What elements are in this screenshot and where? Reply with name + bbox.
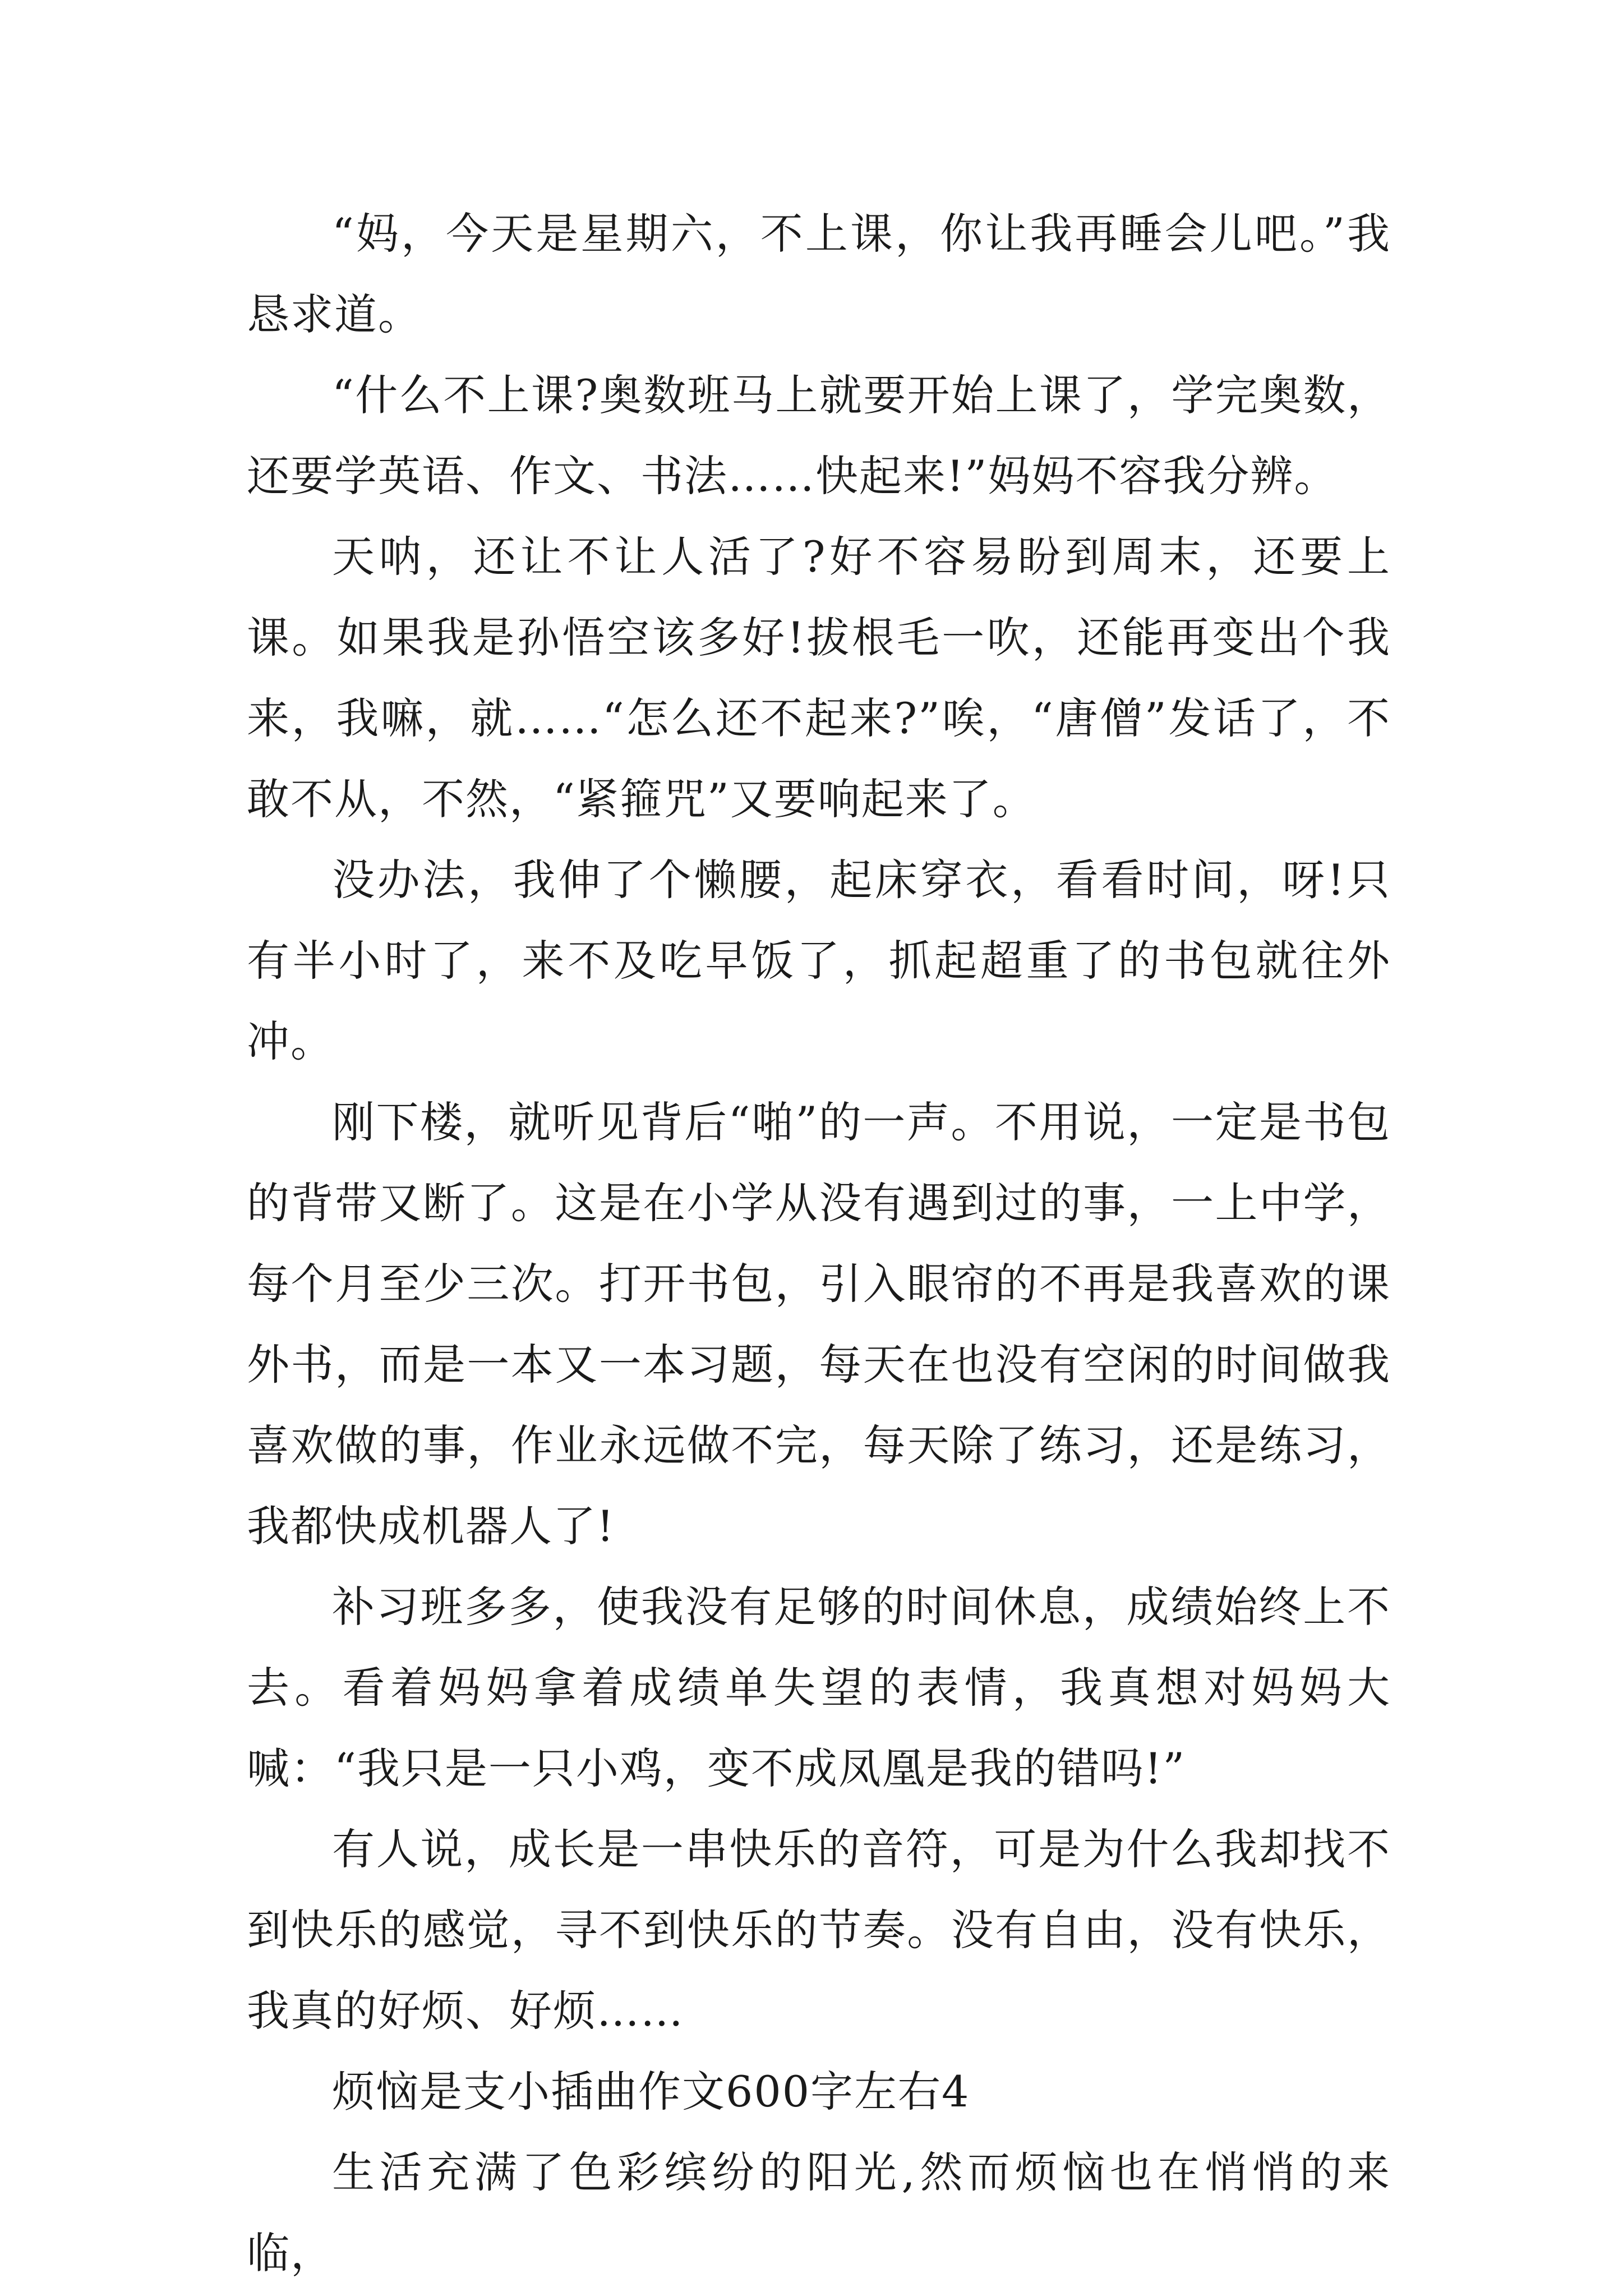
paragraph: 没办法，我伸了个懒腰，起床穿衣，看看时间，呀!只有半小时了，来不及吃早饭了，抓起超重了的书包就往外冲。 [247,855,1391,1066]
paragraph: 补习班多多，使我没有足够的时间休息，成绩始终上不去。看着妈妈拿着成绩单失望的表情，我真想对妈妈大喊：“我只是一只小鸡，变不成凤凰是我的错吗!” [247,1582,1391,1793]
paragraph: 天呐，还让不让人活了?好不容易盼到周末，还要上课。如果我是孙悟空该多好!拔根毛一吹，还能再变出个我来，我嘛，就……“怎么还不起来?”唉，“唐僧”发话了，不敢不从，不然，“紧箍咒”又要响起来了。 [247,532,1391,824]
essay-body [247,194,1391,2294]
paragraph: 有人说，成长是一串快乐的音符，可是为什么我却找不到快乐的感觉，寻不到快乐的节奏。没有自由，没有快乐，我真的好烦、好烦…… [247,1824,1391,2036]
paragraph: 刚下楼，就听见背后“啪”的一声。不用说，一定是书包的背带又断了。这是在小学从没有遇到过的事，一上中学，每个月至少三次。打开书包，引入眼帘的不再是我喜欢的课外书，而是一本又一本习题，每天在也没有空闲的时间做我喜欢做的事，作业永远做不完，每天除了练习，还是练习，我都快成机器人了! [247,1097,1391,1551]
paragraph: 生活充满了色彩缤纷的阳光,然而烦恼也在悄悄的来临， [247,2147,1391,2278]
paragraph: “什么不上课?奥数班马上就要开始上课了，学完奥数，还要学英语、作文、书法……快起来!”妈妈不容我分辨。 [247,370,1391,501]
paragraph: “妈，今天是星期六，不上课，你让我再睡会儿吧。”我恳求道。 [247,209,1391,339]
section-heading: 烦恼是支小插曲作文600字左右4 [332,2067,970,2116]
